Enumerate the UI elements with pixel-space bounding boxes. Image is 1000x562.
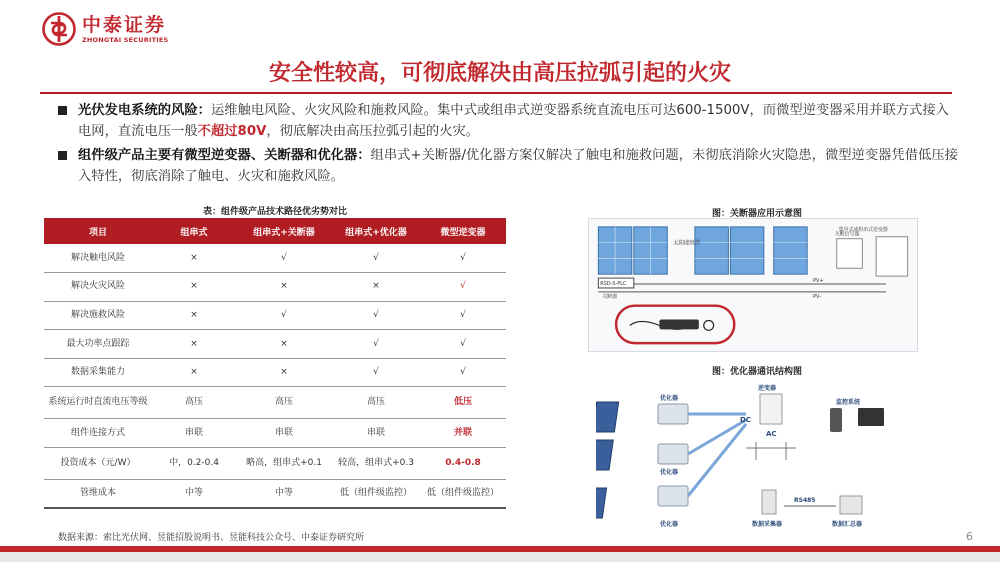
comparison-table (44, 218, 506, 509)
solar-panel-icon (596, 402, 619, 518)
zhongtai-logo-icon (42, 12, 76, 46)
table-cell: 低（组件级监控） (332, 480, 420, 509)
table-cell: 高压 (332, 387, 420, 419)
table-row-label: 管维成本 (44, 480, 152, 509)
bullet-text: 运维触电风险、火灾风险和施救风险。集中式或组串式逆变器系统直流电压可达600-1500V，而微型逆变器采用并联方式接入电网，直流电压一般 (78, 103, 949, 139)
shutdown-diagram (588, 218, 918, 352)
shutdown-label: 关断器 (602, 293, 618, 300)
table-row (44, 480, 506, 509)
table-row (44, 273, 506, 302)
table-cell: × (152, 301, 236, 330)
table-cell: × (236, 330, 332, 359)
footer-bar-light (0, 552, 1000, 562)
company-logo (42, 12, 168, 46)
dc-label: DC (740, 416, 751, 424)
table-row-label: 最大功率点跟踪 (44, 330, 152, 359)
bullet-text: 组串式+关断器/优化器方案仅解决了触电和施救问题，未彻底消除火灾隐患，微型逆变器凭借低压接入特性，彻底消除了触电、火灾和施救风险。 (78, 148, 958, 184)
table-cell: 低（组件级监控） (420, 480, 506, 509)
source-note: 数据来源：索比光伏网、昱能招股说明书、昱能科技公众号、中泰证券研究所 (58, 533, 365, 543)
optimizer-diagram (596, 378, 908, 530)
module-label: 太阳能组件 (673, 240, 701, 247)
table-cell: √ (420, 330, 506, 359)
power-grid-icon (746, 442, 796, 460)
table-cell: 较高，组串式+0.3 (332, 448, 420, 480)
table-cell: √ (236, 244, 332, 273)
table-cell: 高压 (236, 387, 332, 419)
solar-panel-icon (598, 227, 667, 274)
table-row (44, 244, 506, 273)
table-cell: √ (420, 358, 506, 387)
table-row (44, 358, 506, 387)
inverter-icon (760, 394, 782, 424)
brand-name-en: ZHONGTAI SECURITIES (82, 35, 169, 44)
pv-plus-label: PV+ (813, 278, 824, 285)
collector-label: 数据采集器 (752, 521, 783, 528)
phone-icon (830, 408, 842, 432)
table-cell: × (152, 273, 236, 302)
aggregator-icon (840, 496, 862, 514)
table-cell: √ (236, 301, 332, 330)
figure2-caption: 图：优化器通讯结构图 (712, 367, 803, 377)
table-row-label: 组件连接方式 (44, 419, 152, 448)
table-header: 组串式 (152, 218, 236, 244)
bullet-lead: 组件级产品主要有微型逆变器、关断器和优化器： (78, 148, 371, 163)
signal-box-icon (837, 239, 863, 269)
optimizer-box-icon (658, 404, 688, 506)
table-row (44, 330, 506, 359)
dc-flow-arrows (688, 414, 746, 496)
solar-panel-icon (774, 227, 807, 274)
table-row-label: 解决施救风险 (44, 301, 152, 330)
table-cell: √ (420, 273, 506, 302)
optimizer-label: 优化器 (660, 521, 679, 528)
table-cell: 高压 (152, 387, 236, 419)
monitor-label: 监控系统 (836, 399, 861, 406)
figure1-caption: 图：关断器应用示意图 (712, 209, 803, 219)
table-cell: 并联 (420, 419, 506, 448)
table-row-label: 解决火灾风险 (44, 273, 152, 302)
optimizer-label: 优化器 (660, 395, 679, 402)
table-cell: 串联 (152, 419, 236, 448)
pv-minus-label: PV- (813, 293, 821, 300)
controller-label: RSD-S-PLC (600, 281, 627, 287)
table-cell: 串联 (332, 419, 420, 448)
table-header-row (44, 218, 506, 244)
rs485-label: RS485 (794, 497, 816, 504)
shutdown-device-icon (630, 319, 714, 330)
table-header: 组串式+优化器 (332, 218, 420, 244)
table-row (44, 301, 506, 330)
table-caption: 表：组件级产品技术路径优劣势对比 (202, 207, 347, 217)
title-divider (40, 92, 952, 94)
table-cell: × (332, 273, 420, 302)
bullet-highlight: 不超过80V (197, 124, 267, 139)
table-cell: √ (332, 244, 420, 273)
bullet-item-products (52, 145, 962, 187)
bullet-list (52, 100, 962, 190)
table-row (44, 419, 506, 448)
collector-icon (762, 490, 776, 514)
bullet-item-risk (52, 100, 962, 142)
table-cell: 中等 (236, 480, 332, 509)
table-row-label: 解决触电风险 (44, 244, 152, 273)
table-cell: × (236, 273, 332, 302)
table-cell: × (152, 358, 236, 387)
table-row-label: 数据采集能力 (44, 358, 152, 387)
table-header: 微型逆变器 (420, 218, 506, 244)
table-row (44, 448, 506, 480)
page-number: 6 (966, 530, 973, 543)
table-cell: √ (332, 301, 420, 330)
table-cell: × (152, 330, 236, 359)
table-cell: × (152, 244, 236, 273)
ac-label: AC (766, 430, 777, 438)
inverter-icon (876, 237, 908, 276)
inverter-label: 集中式或组串式逆变器 (838, 226, 888, 233)
table-cell: √ (332, 358, 420, 387)
bullet-text: ，彻底解决由高压拉弧引起的火灾。 (266, 124, 480, 139)
laptop-icon (858, 408, 884, 426)
table-cell: 中，0.2-0.4 (152, 448, 236, 480)
table-cell: 略高，组串式+0.1 (236, 448, 332, 480)
brand-name-cn: 中泰证券 (82, 13, 167, 36)
square-bullet-icon (58, 106, 67, 115)
optimizer-label: 优化器 (660, 469, 679, 476)
table-row-label: 投资成本（元/W） (44, 448, 152, 480)
table-header: 项目 (44, 218, 152, 244)
table-row (44, 387, 506, 419)
table-cell: √ (420, 301, 506, 330)
table-row-label: 系统运行时直流电压等级 (44, 387, 152, 419)
aggregator-label: 数据汇总器 (832, 521, 863, 528)
square-bullet-icon (58, 151, 67, 160)
signal-label: 关断信号器 (834, 231, 860, 238)
table-cell: 中等 (152, 480, 236, 509)
table-cell: 串联 (236, 419, 332, 448)
table-cell: √ (332, 330, 420, 359)
table-cell: √ (420, 244, 506, 273)
table-header: 组串式+关断器 (236, 218, 332, 244)
page-title: 安全性较高，可彻底解决由高压拉弧引起的火灾 (268, 60, 731, 86)
solar-panel-icon (695, 227, 764, 274)
table-cell: 0.4-0.8 (420, 448, 506, 480)
bullet-lead: 光伏发电系统的风险： (78, 103, 211, 118)
table-cell: 低压 (420, 387, 506, 419)
table-cell: × (236, 358, 332, 387)
inverter-label: 逆变器 (758, 385, 777, 392)
